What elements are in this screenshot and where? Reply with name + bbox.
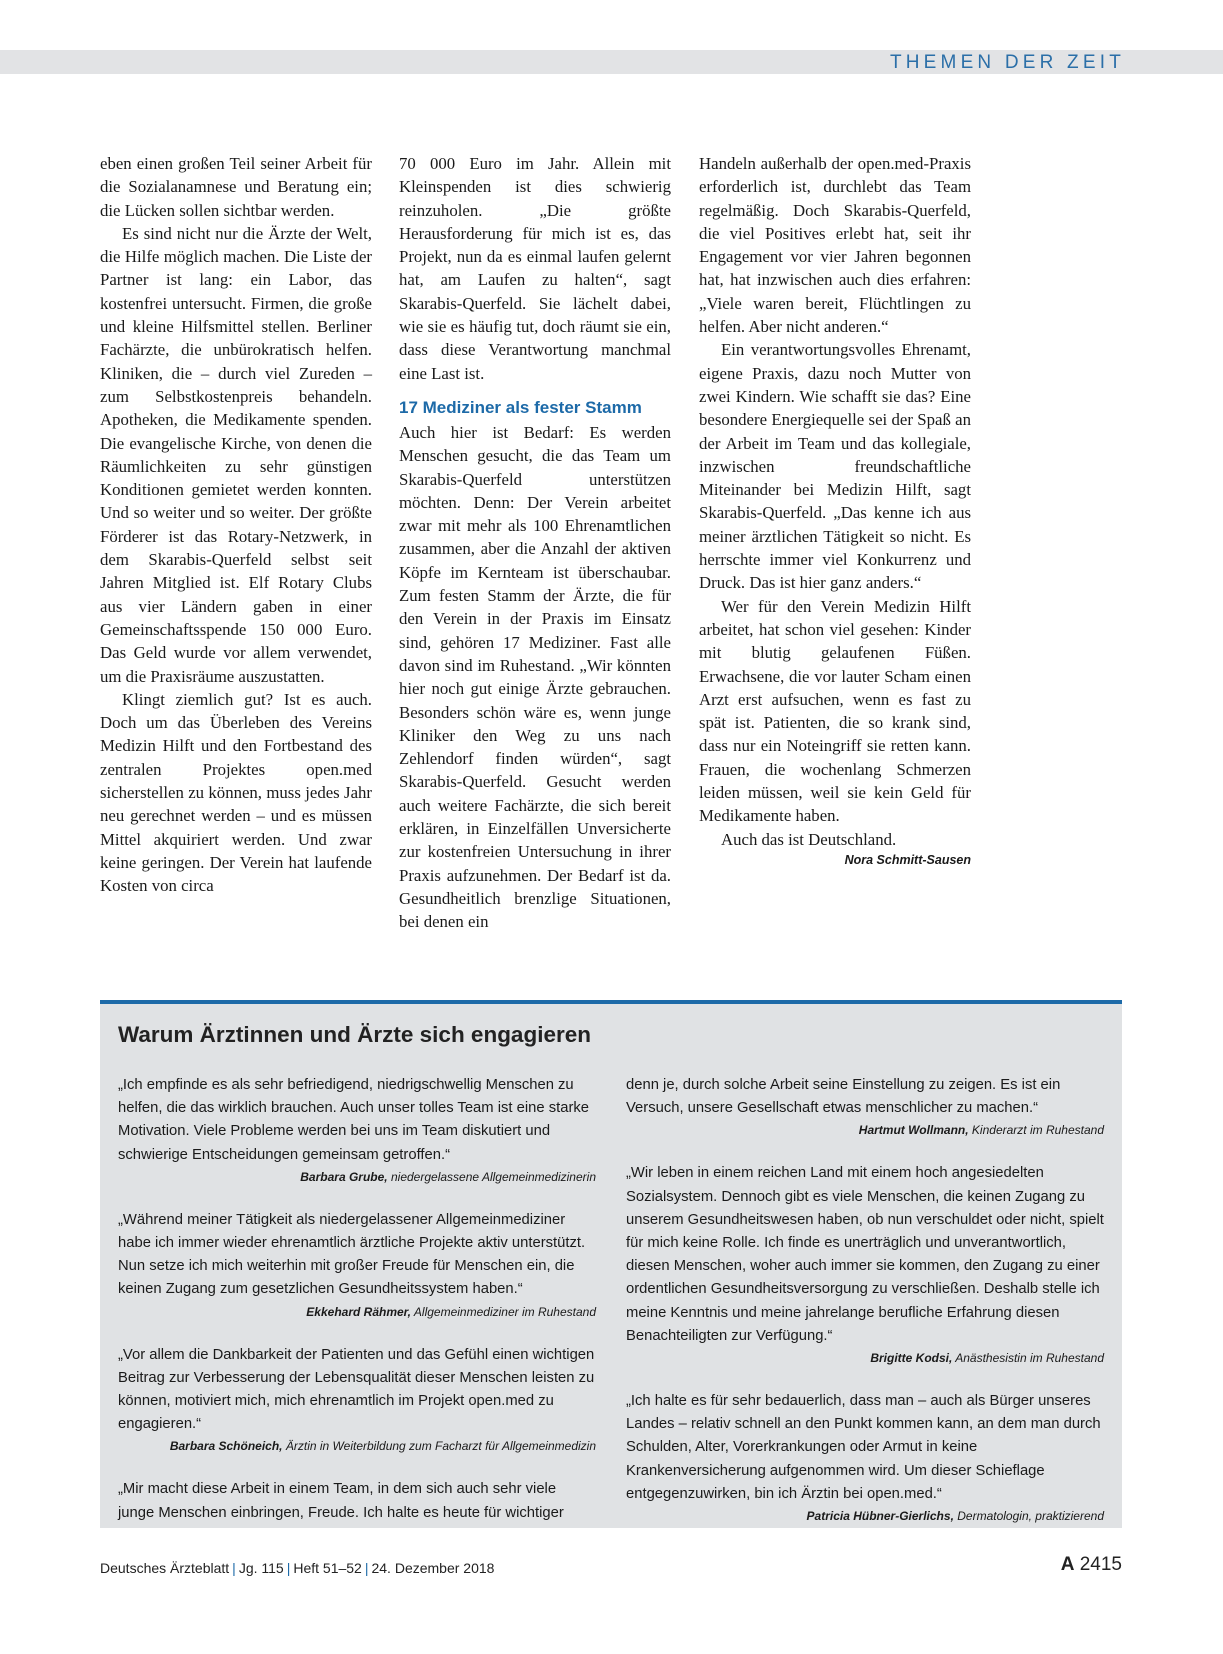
page-prefix: A [1060, 1554, 1075, 1575]
quote-role: Kinderarzt im Ruhestand [971, 1123, 1104, 1138]
quote-text: „Ich empfinde es als sehr befriedigend, niedrigschwellig Menschen zu helfen, die das wirklich brauchen. Auch unser tolles Team ist eine starke Motivation. Viele Probleme werden bei uns im Team diskutiert und schwierige Entscheidungen gemeinsam getroffen.“ [118, 1077, 590, 1163]
footer-citation [100, 1560, 494, 1576]
issue-date: 24. Dezember 2018 [371, 1560, 495, 1576]
quote-attribution [118, 1302, 596, 1322]
quote-role: Ärztin in Weiterbildung zum Facharzt für Allgemeinmedizin [285, 1439, 596, 1454]
paragraph: 70 000 Euro im Jahr. Allein mit Kleinspenden ist dies schwierig reinzuholen. „Die größte Herausforderung für mich ist es, das Projekt, nun da es einmal laufen gelernt hat, am Laufen zu halten“, sagt Skarabis-Querfeld. Sie lächelt dabei, wie sie es häufig tut, doch räumt sie ein, dass diese Verantwortung manchmal eine Last ist. [399, 154, 671, 383]
quote-attribution [626, 1506, 1104, 1526]
article-author: Nora Schmitt-Sausen [844, 852, 971, 867]
quote-text: „Wir leben in einem reichen Land mit einem hoch angesiedelten Sozialsystem. Dennoch gibt es viele Menschen, die keinen Zugang zu unserem Gesundheitswesen haben, ob nun verschuldet oder nicht, spielt für mich keine Rolle. Ich finde es unerträglich und unverantwortlich, diesen Menschen, woher auch immer sie kommen, den Zugang zu einer ordentlichen Gesundheitsversorgung zu verschließen. Deshalb stelle ich meine Kenntnis und meine jahrelange berufliche Erfahrung diesen Benachteiligten zur Verfügung.“ [626, 1165, 1104, 1344]
paragraph: Auch hier ist Bedarf: Es werden Menschen gesucht, die das Team um Skarabis-Querfeld unterstützen möchten. Denn: Der Verein arbeitet zwar mit mehr als 100 Ehrenamtlichen zusammen, aber die Anzahl der aktiven Köpfe im Kernteam ist überschaubar. Zum festen Stamm der Ärzte, die für den Verein in der Praxis im Einsatz sind, gehören 17 Mediziner. Fast alle davon sind im Ruhestand. „Wir könnten hier noch gut einige Ärzte gebrauchen. Besonders schön wäre es, wenn junge Kliniker den Weg zu uns nach Zehlendorf finden würden“, sagt Skarabis-Querfeld. Gesucht werden auch weitere Fachärzte, die sich bereit erklären, in Einzelfällen Unversicherte zur kostenfreien Untersuchung in ihrer Praxis aufzunehmen. Der Bedarf ist da. Gesundheitlich brenzlige Situationen, bei denen ein [399, 422, 671, 932]
section-label: THEMEN DER ZEIT [889, 52, 1125, 73]
quote-text: denn je, durch solche Arbeit seine Einstellung zu zeigen. Es ist ein Versuch, unsere Gesellschaft etwas menschlicher zu machen.“ [626, 1077, 1061, 1117]
page-number-value: 2415 [1079, 1554, 1122, 1575]
quote-text: „Während meiner Tätigkeit als niedergelassener Allgemeinmediziner habe ich immer wieder ehrenamtlich ärztliche Projekte aktiv unterstützt. Nun setze ich mich weiterhin mit großer Freude für Menschen ein, die keinen Zugang zum gesetzlichen Gesundheitssystem haben.“ [118, 1211, 586, 1298]
separator: | [364, 1560, 369, 1576]
article-column-2 [399, 152, 671, 934]
paragraph: Auch das ist Deutschland. [721, 829, 897, 849]
quote-role: Anästhesistin im Ruhestand [955, 1351, 1104, 1366]
issue: Heft 51–52 [293, 1560, 362, 1576]
quote [626, 1162, 1104, 1368]
paragraph: Handeln außerhalb der open.med-Praxis erforderlich ist, durchlebt das Team regelmäßig. Doch Skarabis-Querfeld, die viel Positives erlebt hat, seit ihr Engagement vor vier Jahren begonnen hat, hat inzwischen auch dies erfahren: „Viele waren bereit, Flüchtlingen zu helfen. Aber nicht anderen.“ [699, 154, 971, 337]
quote [626, 1390, 1104, 1526]
journal-name: Deutsches Ärzteblatt [100, 1560, 230, 1576]
quote-role: Dermatologin, praktizierend [957, 1509, 1104, 1524]
quote-name: Barbara Grube, [300, 1169, 388, 1184]
article-column-3 [699, 152, 971, 869]
separator: | [286, 1560, 291, 1576]
quote-name: Patricia Hübner-Gierlichs, [806, 1509, 954, 1524]
quote-text: „Ich halte es für sehr bedauerlich, dass man – auch als Bürger unseres Landes – relativ schnell an den Punkt kommen kann, an dem man durch Schulden, Alter, Vorerkrankungen oder Armut in keine Krankenversicherung aufgenommen wird. Um dieser Schieflage entgegenzuwirken, bin ich Ärztin bei open.med.“ [626, 1393, 1101, 1502]
quote-attribution [626, 1348, 1104, 1368]
paragraph: Klingt ziemlich gut? Ist es auch. Doch um das Überleben des Vereins Medizin Hilft und den Fortbestand des zentralen Projektes open.med sicherstellen zu können, muss jedes Jahr neu gerechnet werden – und es müssen Mittel akquiriert werden. Und zwar keine geringen. Der Verein hat laufende Kosten von circa [100, 689, 372, 896]
quote-role: Allgemeinmediziner im Ruhestand [413, 1304, 596, 1319]
paragraph: eben einen großen Teil seiner Arbeit für die Sozialanamnese und Beratung ein; die Lücken sollen sichtbar werden. [100, 154, 372, 220]
paragraph: Ein verantwortungsvolles Ehrenamt, eigene Praxis, dazu noch Mutter von zwei Kindern. Wie schafft sie das? Eine besondere Energiequelle sei der Spaß an der Arbeit im Team und das kollegiale, inzwischen freundschaftliche Miteinander bei Medizin Hilft, sagt Skarabis-Querfeld. „Das kenne ich aus meiner ärztlichen Tätigkeit so nicht. Es herrschte immer viel Konkurrenz und Druck. Das ist hier ganz anders.“ [699, 340, 971, 593]
paragraph: Es sind nicht nur die Ärzte der Welt, die Hilfe möglich machen. Die Liste der Partner ist lang: ein Labor, das kostenfrei untersucht. Firmen, die große und kleine Hilfsmittel stellen. Berliner Fachärzte, die unbürokratisch helfen. Kliniken, die – durch viel Zureden – zum Selbstkostenpreis behandeln. Apotheken, die Medikamente spenden. Die evangelische Kirche, von denen die Räumlichkeiten zu sehr günstigen Konditionen gemietet werden konnten. Und so weiter und so weiter. Der größte Förderer ist das Rotary-Netzwerk, in dem Skarabis-Querfeld selbst seit Jahren Mitglied ist. Elf Rotary Clubs aus vier Ländern gaben in einer Gemeinschaftsspende 150 000 Euro. Das Geld wurde vor allem verwendet, um die Praxisräume auszustatten. [100, 223, 372, 686]
quote-name: Hartmut Wollmann, [858, 1123, 969, 1138]
quote-name: Barbara Schöneich, [169, 1439, 283, 1454]
quote-column-left [118, 1074, 596, 1547]
page-footer [100, 1554, 1122, 1584]
quote-attribution [626, 1120, 1104, 1140]
article-column-1 [100, 152, 372, 898]
quote-attribution [118, 1167, 596, 1187]
quote-text: „Vor allem die Dankbarkeit der Patienten und das Gefühl einen wichtigen Beitrag zur Verbesserung der Lebensqualität dieser Menschen leisten zu können, motiviert mich, mich ehrenamtlich im Projekt open.med zu engagieren.“ [118, 1346, 595, 1433]
box-title: Warum Ärztinnen und Ärzte sich engagieren [118, 1022, 591, 1047]
quote-attribution [118, 1436, 596, 1456]
quote-box [100, 1000, 1122, 1528]
quote [118, 1209, 596, 1322]
quote [118, 1478, 596, 1524]
quote [118, 1074, 596, 1187]
quote-text: „Mir macht diese Arbeit in einem Team, in dem sich auch sehr viele junge Menschen einbringen, Freude. Ich halte es heute für wichtiger [118, 1481, 564, 1521]
separator: | [232, 1560, 236, 1576]
quote-name: Brigitte Kodsi, [870, 1351, 953, 1366]
paragraph: Wer für den Verein Medizin Hilft arbeitet, hat schon viel gesehen: Kinder mit blutig gelaufenen Füßen. Erwachsene, die vor lauter Scham einen Arzt erst aufsuchen, wenn es fast zu spät ist. Patienten, die so krank sind, dass nur ein Noteingriff sie retten kann. Frauen, die wochenlang Schmerzen leiden müssen, weil sie kein Geld für Medikamente haben. [699, 596, 971, 826]
page-number [1061, 1554, 1122, 1576]
quote-column-right [626, 1074, 1104, 1548]
quote-name: Ekkehard Rähmer, [306, 1304, 412, 1319]
quote [626, 1074, 1104, 1140]
volume: Jg. 115 [238, 1560, 284, 1576]
quote [118, 1344, 596, 1457]
subheading: 17 Mediziner als fester Stamm [399, 397, 642, 417]
quote-role: niedergelassene Allgemeinmedizinerin [390, 1169, 596, 1184]
